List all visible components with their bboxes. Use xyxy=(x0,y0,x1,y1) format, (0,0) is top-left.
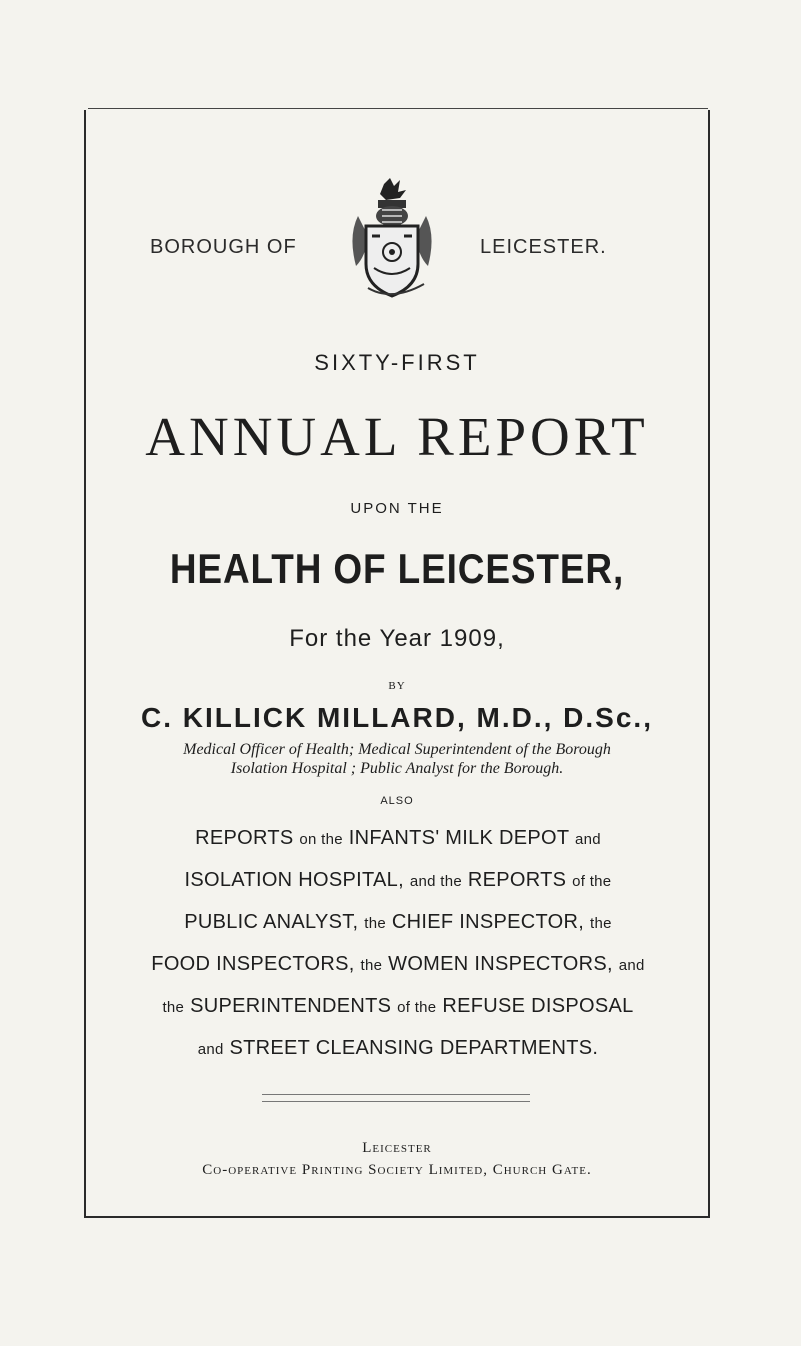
author-titles-line-2: Isolation Hospital ; Public Analyst for the Borough. xyxy=(230,760,564,777)
by-label: BY xyxy=(388,680,406,692)
reports-line-6: and STREET CLEANSING DEPARTMENTS. xyxy=(197,1037,599,1059)
coat-of-arms-icon xyxy=(338,176,446,304)
report-year: For the Year 1909, xyxy=(289,625,505,652)
reports-line-4: FOOD INSPECTORS, the WOMEN INSPECTORS, and xyxy=(151,953,645,975)
upon-the: UPON THE xyxy=(350,500,444,517)
reports-line-5: the SUPERINTENDENTS of the REFUSE DISPOSAL xyxy=(162,995,634,1017)
report-title: ANNUAL REPORT xyxy=(145,406,649,467)
author-name: C. KILLICK MILLARD, M.D., D.Sc., xyxy=(141,702,653,733)
double-rule-divider xyxy=(262,1094,530,1102)
header-leicester: LEICESTER. xyxy=(480,236,607,258)
imprint-printer: Co-operative Printing Society Limited, Church Gate. xyxy=(202,1162,592,1178)
reports-line-1: REPORTS on the INFANTS' MILK DEPOT and xyxy=(195,827,601,849)
header-borough-of: BOROUGH OF xyxy=(150,236,297,258)
report-subject: HEALTH OF LEICESTER, xyxy=(169,545,625,592)
reports-line-2: ISOLATION HOSPITAL, and the REPORTS of the xyxy=(184,869,612,891)
author-titles xyxy=(84,740,710,778)
imprint-city: Leicester xyxy=(362,1140,432,1156)
reports-list xyxy=(128,818,668,1070)
reports-line-3: PUBLIC ANALYST, the CHIEF INSPECTOR, the xyxy=(184,911,612,933)
top-border-rule xyxy=(88,108,708,109)
report-ordinal: SIXTY-FIRST xyxy=(314,350,480,375)
also-label: ALSO xyxy=(380,795,414,807)
author-titles-line-1: Medical Officer of Health; Medical Superintendent of the Borough xyxy=(183,741,611,758)
